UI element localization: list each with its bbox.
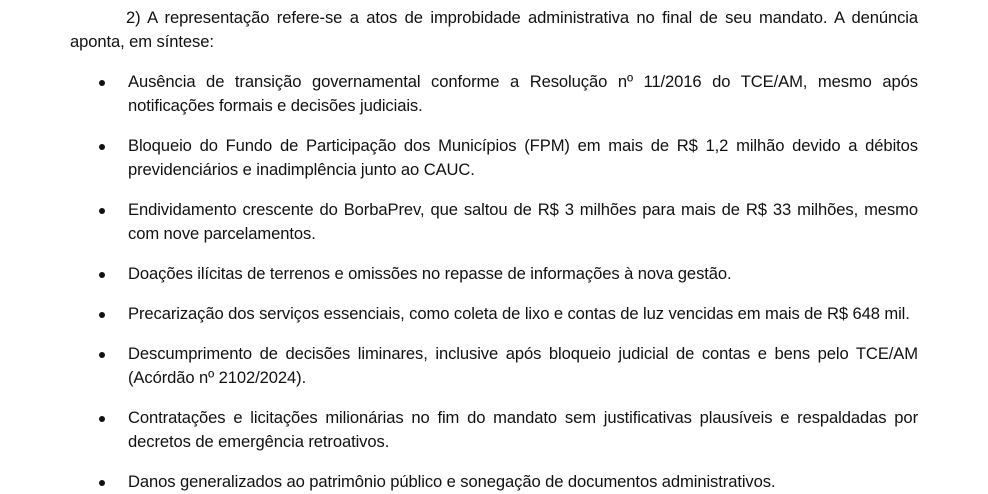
allegations-list (70, 70, 918, 494)
list-item (70, 198, 918, 246)
list-item (70, 406, 918, 454)
list-item-text: Descumprimento de decisões liminares, inclusive após bloqueio judicial de contas e bens pelo TCE/AM (Acórdão nº 2102/2024). (128, 344, 918, 387)
list-item-text: Endividamento crescente do BorbaPrev, que saltou de R$ 3 milhões para mais de R$ 33 milhões, mesmo com nove parcelamentos. (128, 200, 918, 243)
bullet-icon (99, 134, 105, 158)
bullet-icon (99, 198, 105, 222)
list-item-text: Precarização dos serviços essenciais, como coleta de lixo e contas de luz vencidas em mais de R$ 648 mil. (128, 304, 910, 323)
list-item (70, 342, 918, 390)
bullet-icon (99, 470, 105, 494)
list-item-text: Doações ilícitas de terrenos e omissões no repasse de informações à nova gestão. (128, 264, 732, 283)
list-item-text: Contratações e licitações milionárias no fim do mandato sem justificativas plausíveis e respaldadas por decretos de emergência retroativos. (128, 408, 918, 451)
list-item (70, 134, 918, 182)
list-item-text: Danos generalizados ao patrimônio público e sonegação de documentos administrativos. (128, 472, 776, 491)
list-item (70, 262, 918, 286)
document-page (70, 6, 918, 494)
list-item (70, 470, 918, 494)
list-item (70, 70, 918, 118)
bullet-icon (99, 70, 105, 94)
list-item-text: Bloqueio do Fundo de Participação dos Municípios (FPM) em mais de R$ 1,2 milhão devido a débitos previdenciários e inadimplência junto ao CAUC. (128, 136, 918, 179)
bullet-icon (99, 302, 105, 326)
list-item (70, 302, 918, 326)
intro-paragraph: 2) A representação refere-se a atos de improbidade administrativa no final de seu mandato. A denúncia aponta, em síntese: (70, 8, 918, 51)
bullet-icon (99, 342, 105, 366)
bullet-icon (99, 262, 105, 286)
bullet-icon (99, 406, 105, 430)
list-item-text: Ausência de transição governamental conforme a Resolução nº 11/2016 do TCE/AM, mesmo após notificações formais e decisões judiciais. (128, 72, 918, 115)
